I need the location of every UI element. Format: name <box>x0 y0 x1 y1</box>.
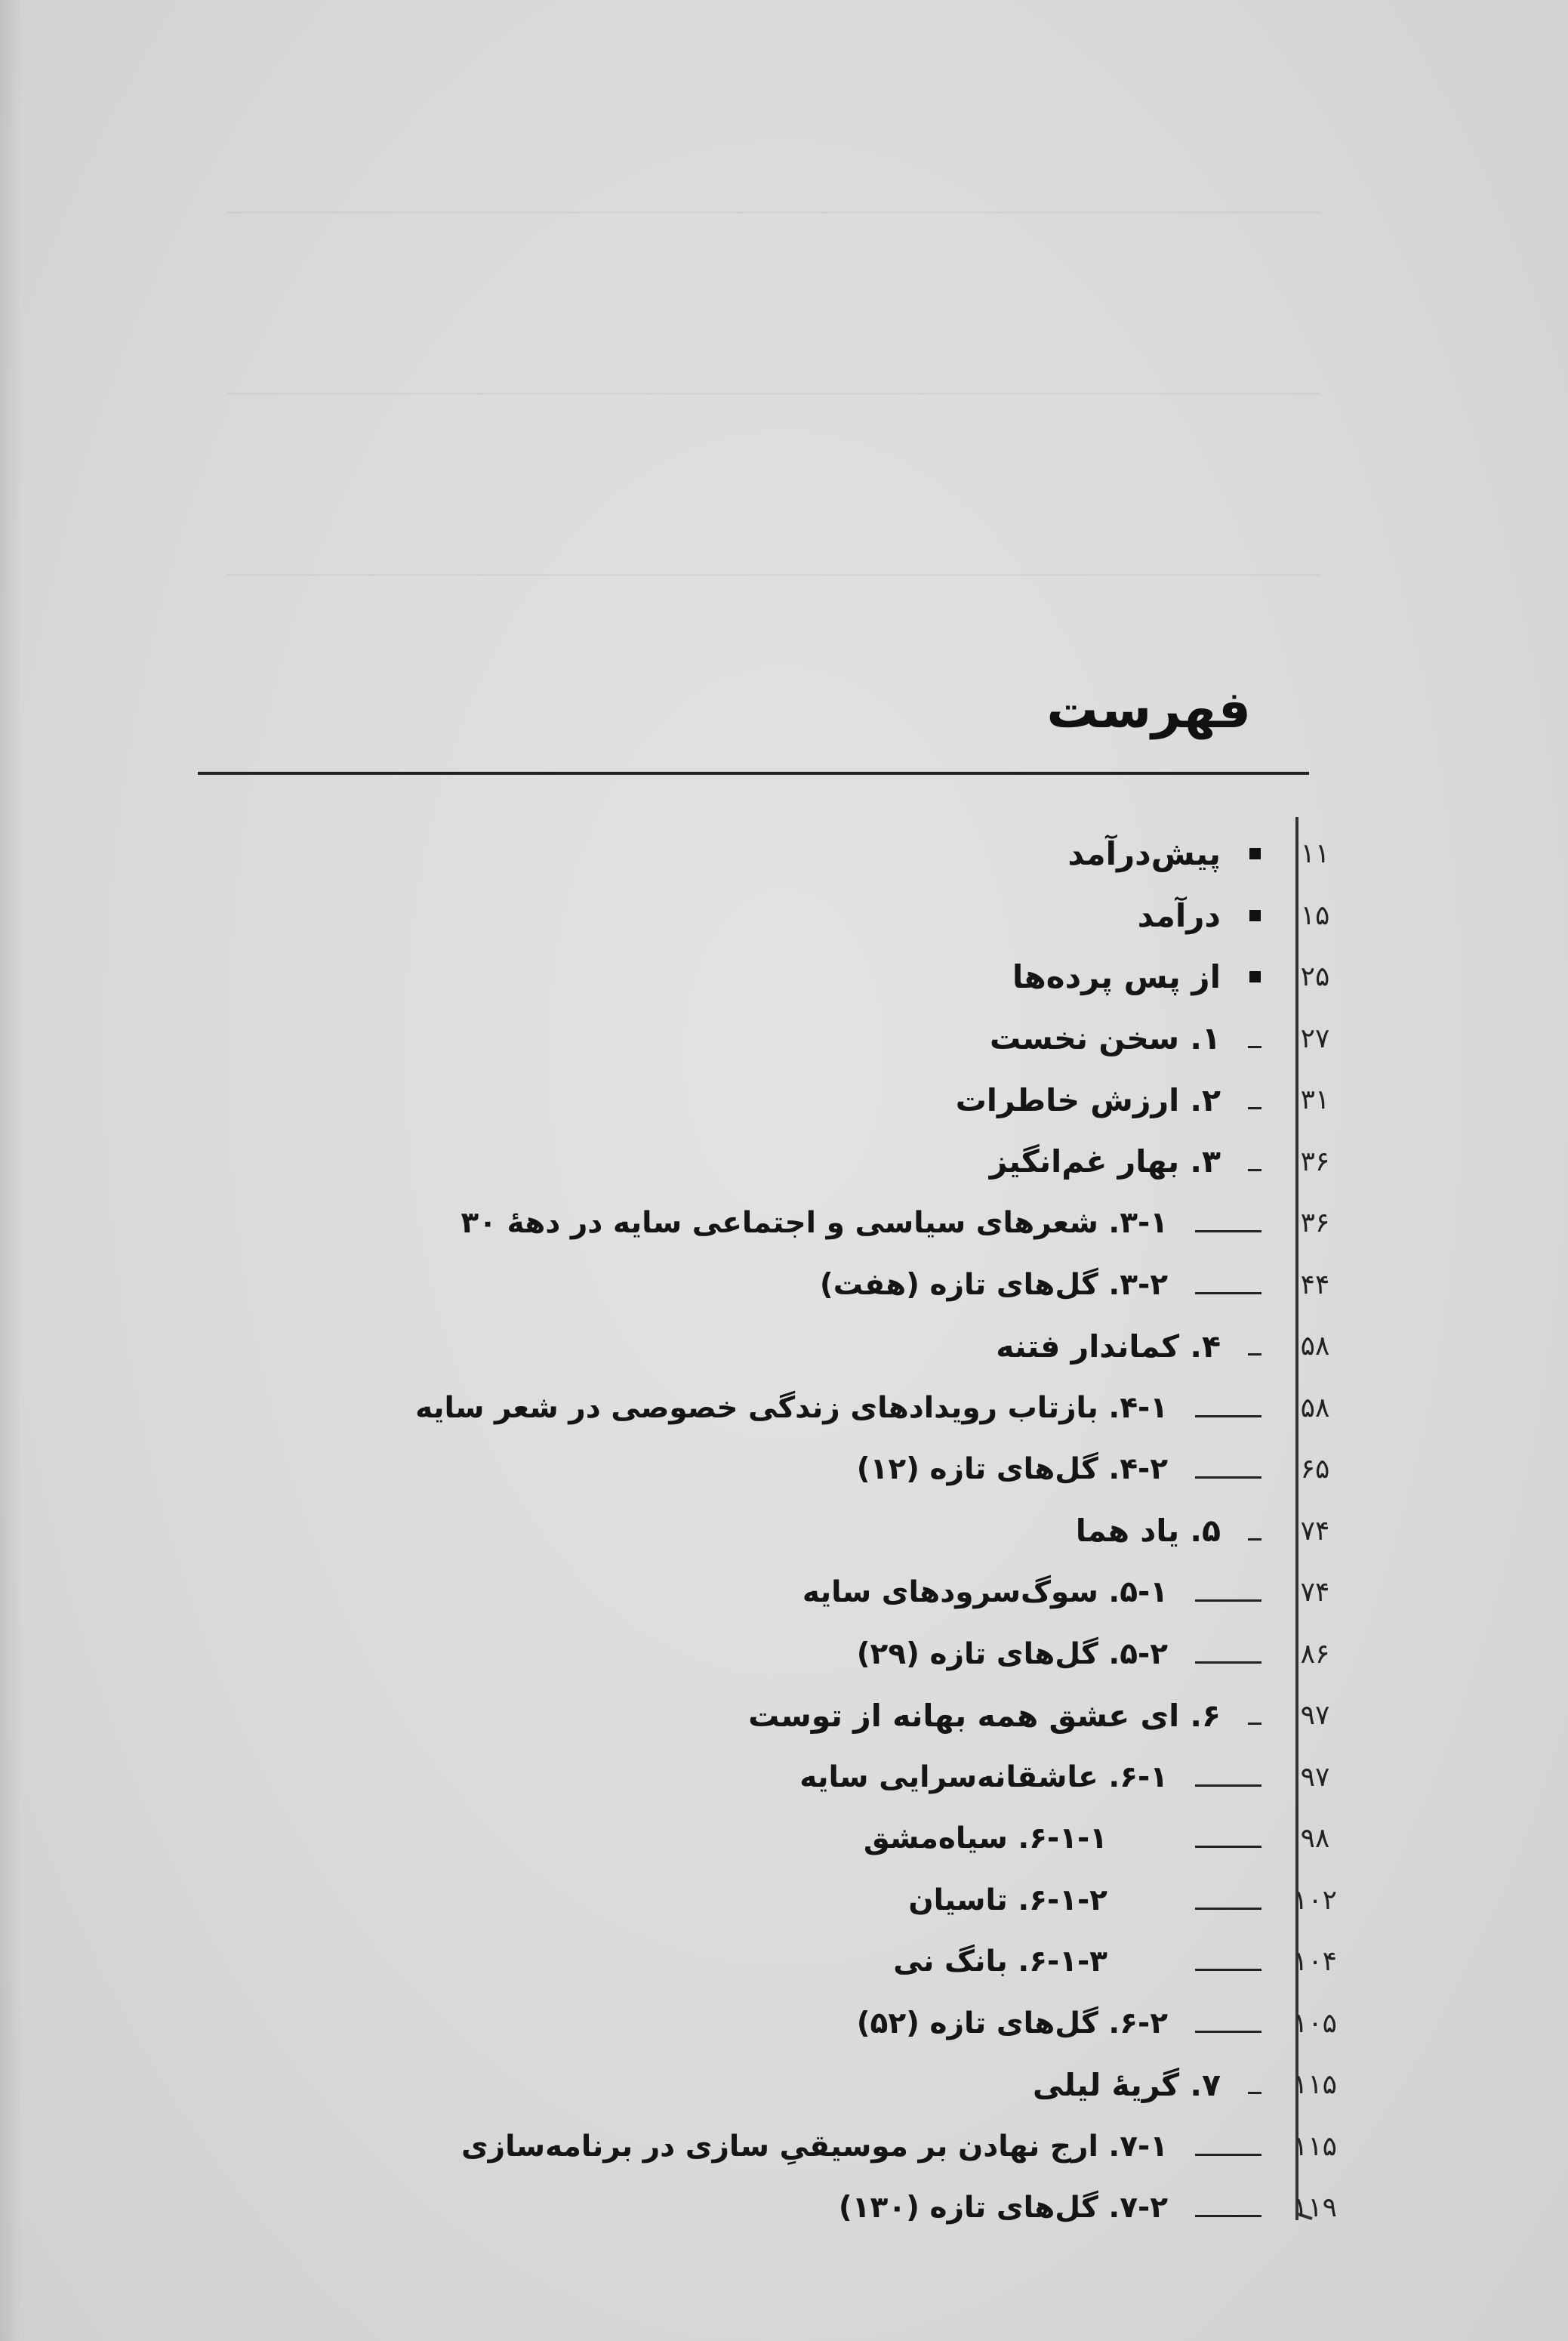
long-dash-marker <box>1195 1230 1261 1232</box>
table-of-contents <box>209 823 1342 2239</box>
toc-entry-title: ۷-۱. ارج نهادن بر موسیقیِ سازی در برنامه‌سازی <box>461 2129 1168 2164</box>
long-dash-marker <box>1195 2154 1261 2156</box>
square-bullet-icon <box>1249 848 1261 859</box>
long-dash-marker <box>1195 1661 1261 1664</box>
toc-entry <box>209 1254 1342 1316</box>
long-dash-marker <box>1195 1846 1261 1848</box>
toc-marker-slot <box>1168 1891 1289 1910</box>
toc-marker-slot <box>1168 1952 1289 1971</box>
short-dash-marker <box>1248 2092 1261 2094</box>
toc-entry <box>209 1131 1342 1193</box>
toc-entry-title: ۶-۱-۱. سیاه‌مشق <box>863 1821 1107 1856</box>
toc-entry-title: درآمد <box>1137 896 1221 934</box>
toc-entry-title: ۵-۲. گل‌های تازه (۲۹) <box>856 1636 1168 1671</box>
toc-marker-slot <box>1168 1829 1289 1848</box>
toc-page-number: ۱۰۲ <box>1292 1884 1337 1916</box>
toc-page-number: ۸۶ <box>1300 1638 1330 1670</box>
toc-page-number: ۲۷ <box>1300 1022 1330 1054</box>
toc-entry-title: ۵-۱. سوگ‌سرودهای سایه <box>802 1575 1168 1610</box>
toc-page-number: ۲۵ <box>1300 961 1330 993</box>
toc-entry <box>209 1008 1342 1070</box>
toc-entry-title: ۱. سخن نخست <box>990 1020 1221 1057</box>
toc-entry-title: پیش‌درآمد <box>1067 835 1221 873</box>
toc-marker-slot <box>1221 2075 1289 2094</box>
toc-entry <box>209 1931 1342 1993</box>
toc-marker-slot <box>1168 1583 1289 1602</box>
toc-marker-slot <box>1168 1768 1289 1787</box>
short-dash-marker <box>1248 1353 1261 1356</box>
toc-marker-slot <box>1221 971 1289 982</box>
toc-page-number: ۶۵ <box>1300 1454 1330 1485</box>
toc-marker-slot <box>1221 1522 1289 1541</box>
toc-marker-slot <box>1168 2198 1289 2217</box>
short-dash-marker <box>1248 1723 1261 1725</box>
page-shadow <box>0 0 23 2341</box>
toc-page-number: ۱۱۵ <box>1292 2069 1337 2101</box>
toc-marker-slot <box>1221 1152 1289 1171</box>
toc-entry-title: ۷. گریهٔ لیلی <box>1032 2066 1221 2103</box>
toc-page-number: ۴۴ <box>1300 1269 1330 1300</box>
toc-entry <box>209 885 1342 947</box>
toc-entry <box>209 1747 1342 1809</box>
toc-entry-title: ۶-۲. گل‌های تازه (۵۲) <box>856 2006 1168 2040</box>
toc-page-number: ۷۴ <box>1300 1515 1330 1547</box>
toc-entry-title: ۶-۱-۲. تاسیان <box>908 1883 1107 1917</box>
toc-entry <box>209 2177 1342 2239</box>
toc-entry <box>209 1192 1342 1254</box>
toc-page-number: ۳۶ <box>1300 1208 1330 1239</box>
toc-marker-slot <box>1221 1090 1289 1109</box>
toc-page-number: ۱۰۴ <box>1292 1946 1337 1978</box>
toc-entry-title: ۳-۱. شعرهای سیاسی و اجتماعی سایه در دههٔ ۳۰ <box>461 1206 1168 1241</box>
toc-marker-slot <box>1168 2014 1289 2033</box>
toc-entry-title: ۴-۱. بازتاب رویدادهای زندگی خصوصی در شعر سایه <box>415 1390 1168 1425</box>
toc-entry-title: ۳-۲. گل‌های تازه (هفت) <box>819 1267 1168 1302</box>
short-dash-marker <box>1248 1538 1261 1541</box>
square-bullet-icon <box>1249 971 1261 982</box>
bleed-through-line <box>226 574 1321 576</box>
long-dash-marker <box>1195 1415 1261 1417</box>
toc-page-number: ۹۷ <box>1300 1761 1330 1793</box>
toc-entry <box>209 1377 1342 1439</box>
bleed-through-line <box>226 211 1321 214</box>
toc-marker-slot <box>1221 848 1289 859</box>
toc-entry-title: ۷-۲. گل‌های تازه (۱۳۰) <box>838 2191 1168 2225</box>
toc-page-number: ۷۴ <box>1300 1577 1330 1608</box>
toc-page-number: ۱۰۵ <box>1292 2007 1337 2039</box>
short-dash-marker <box>1248 1107 1261 1109</box>
toc-page-number: ۹۷ <box>1300 1700 1330 1732</box>
toc-entry <box>209 1870 1342 1932</box>
toc-marker-slot <box>1168 1399 1289 1417</box>
toc-marker-slot <box>1168 1214 1289 1232</box>
toc-page-number: ۱۵ <box>1300 899 1330 931</box>
toc-entry-title: از پس پرده‌ها <box>1012 958 1221 996</box>
toc-entry <box>209 1439 1342 1501</box>
toc-entry-title: ۴-۲. گل‌های تازه (۱۲) <box>856 1452 1168 1487</box>
toc-entry <box>209 2116 1342 2178</box>
toc-marker-slot <box>1168 1275 1289 1294</box>
toc-page-number: ۵۸ <box>1300 1392 1330 1423</box>
toc-entry-title: ۶-۱-۳. بانگ نی <box>893 1945 1107 1979</box>
short-dash-marker <box>1248 1169 1261 1171</box>
toc-marker-slot <box>1221 910 1289 921</box>
toc-entry <box>209 1562 1342 1624</box>
long-dash-marker <box>1195 2215 1261 2217</box>
toc-page-number: ۳۱ <box>1300 1084 1330 1116</box>
toc-entry-title: ۴. کماندار فتنه <box>996 1328 1221 1365</box>
toc-entry <box>209 1685 1342 1747</box>
toc-entry <box>209 1501 1342 1562</box>
long-dash-marker <box>1195 2031 1261 2033</box>
toc-marker-slot <box>1168 1645 1289 1664</box>
long-dash-marker <box>1195 1969 1261 1971</box>
title-rule <box>198 772 1309 775</box>
long-dash-marker <box>1195 1599 1261 1602</box>
toc-marker-slot <box>1168 2137 1289 2156</box>
toc-entry-title: ۳. بهار غم‌انگیز <box>989 1143 1221 1180</box>
toc-entry <box>209 946 1342 1008</box>
toc-marker-slot <box>1221 1337 1289 1356</box>
toc-page-number: ۱۱۹ <box>1292 2192 1337 2224</box>
toc-marker-slot <box>1168 1460 1289 1479</box>
toc-entry <box>209 2054 1342 2116</box>
toc-page-number: ۱۱ <box>1300 838 1330 870</box>
toc-page-number: ۹۸ <box>1300 1823 1330 1855</box>
long-dash-marker <box>1195 1292 1261 1294</box>
toc-entry <box>209 823 1342 885</box>
toc-entry-title: ۶. ای عشق همه بهانه از توست <box>748 1697 1221 1734</box>
toc-entry-title: ۵. یاد هما <box>1075 1513 1221 1550</box>
long-dash-marker <box>1195 1476 1261 1479</box>
square-bullet-icon <box>1249 910 1261 921</box>
bleed-through-line <box>226 393 1321 395</box>
toc-page-number: ۵۸ <box>1300 1331 1330 1362</box>
toc-entry <box>209 1069 1342 1131</box>
toc-entry <box>209 1808 1342 1870</box>
toc-marker-slot <box>1221 1706 1289 1725</box>
toc-title: فهرست <box>1046 680 1251 740</box>
toc-entry-title: ۶-۱. عاشقانه‌سرایی سایه <box>799 1760 1168 1794</box>
toc-page-number: ۳۶ <box>1300 1146 1330 1177</box>
long-dash-marker <box>1195 1784 1261 1787</box>
toc-marker-slot <box>1221 1029 1289 1048</box>
toc-entry <box>209 1315 1342 1377</box>
toc-entry <box>209 1624 1342 1686</box>
long-dash-marker <box>1195 1908 1261 1910</box>
toc-entry-title: ۲. ارزش خاطرات <box>955 1081 1221 1118</box>
toc-page-number: ۱۱۵ <box>1292 2130 1337 2162</box>
toc-entry <box>209 1993 1342 2055</box>
short-dash-marker <box>1248 1046 1261 1048</box>
